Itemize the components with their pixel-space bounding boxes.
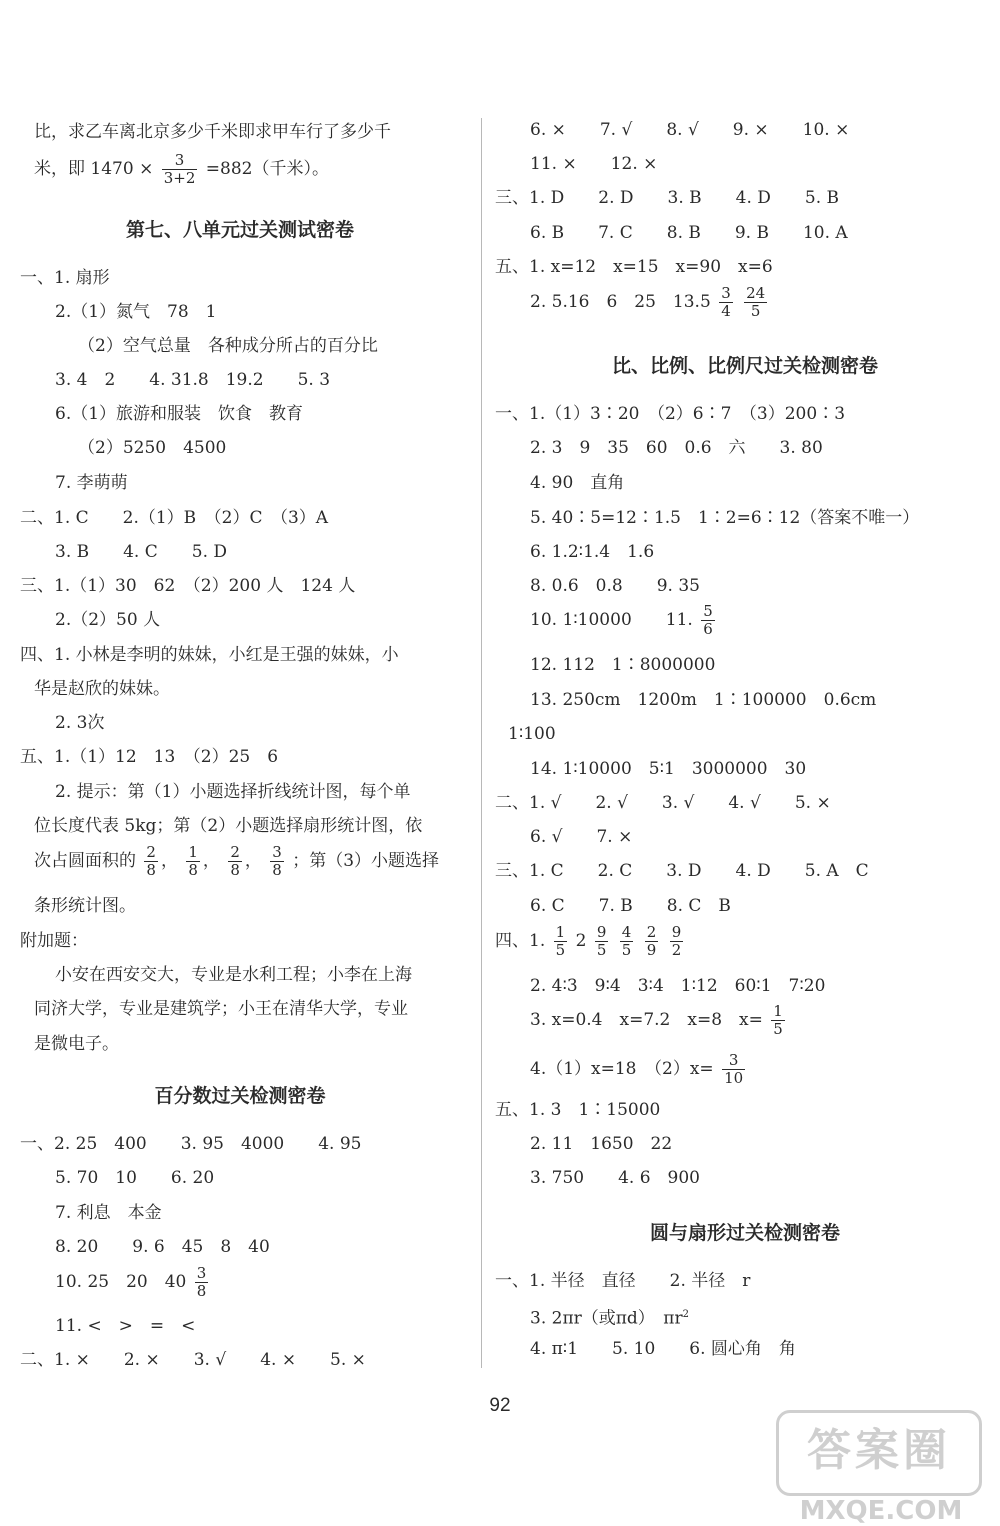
fraction: $\frac{1}{8}$: [188, 843, 198, 879]
text-line: 10. 25 20 40 $\frac{3}{8}$: [55, 1264, 207, 1300]
text-line: 4. π∶1 5. 10 6. 圆心角 角: [530, 1339, 796, 1359]
column-divider: [481, 118, 482, 1368]
fraction: $\frac{4}{5}$: [621, 923, 632, 959]
watermark-url: MXQE.COM: [799, 1496, 963, 1526]
text-line: 12. 112 1∶8000000: [530, 655, 716, 675]
text-line: 1∶100: [508, 724, 556, 744]
text-line: 10. 1∶10000 11. $\frac{5}{6}$: [530, 602, 713, 638]
text-line: 一、1. 半径 直径 2. 半径 r: [495, 1271, 751, 1291]
text-line: 2. 提示：第（1）小题选择折线统计图，每个单: [55, 782, 411, 802]
text-line: 一、1. 扇形: [20, 268, 110, 288]
watermark-mark: 答案圈: [776, 1410, 982, 1496]
text-line: 是微电子。: [34, 1034, 119, 1054]
text-line: 14. 1∶10000 5∶1 3000000 30: [530, 759, 807, 779]
text-line: 比，求乙车离北京多少千米即求甲车行了多少千: [34, 122, 391, 142]
text-line: 6. C 7. B 8. C B: [530, 896, 731, 916]
text-line: 次占圆面积的 $\frac{2}{8}$ ， $\frac{1}{8}$ ， $\frac{2}{8}$ ， $\frac{3}{8}$ ；第（3）小题选择: [34, 843, 440, 879]
text-line: 二、1. √ 2. √ 3. √ 4. √ 5. ×: [495, 793, 831, 813]
text-line: 2. 4∶3 9∶4 3∶4 1∶12 60∶1 7∶20: [530, 976, 826, 996]
text-line: 3. B 4. C 5. D: [55, 542, 228, 562]
fraction: $\frac{3}{8}$: [272, 843, 282, 879]
text-line: （2）5250 4500: [78, 438, 227, 458]
text-line: 6. B 7. C 8. B 9. B 10. A: [530, 223, 848, 243]
text-line: 位长度代表 5kg；第（2）小题选择扇形统计图，依: [34, 816, 423, 836]
text-line: 2.（2）50 人: [55, 610, 161, 630]
text-line: 四、1. $\frac{1}{5}$ 2 $\frac{9}{5}$ $\frac{4}{5}$ $\frac{2}{9}$ $\frac{9}{2}$: [495, 923, 682, 959]
text-line: 6. √ 7. ×: [530, 827, 633, 847]
text-line: 3. x=0.4 x=7.2 x=8 x= $\frac{1}{5}$: [530, 1002, 783, 1038]
page-number: 92: [489, 1395, 511, 1416]
watermark-logo: [776, 1410, 986, 1526]
text-line: 13. 250cm 1200m 1∶100000 0.6cm: [530, 690, 877, 710]
fraction: $\frac{2}{9}$: [646, 923, 657, 959]
text-line: 2. 11 1650 22: [530, 1134, 673, 1154]
fraction: $\frac{24}{5}$: [746, 284, 766, 320]
fraction: $\frac{5}{6}$: [703, 602, 713, 638]
section-title: 百分数过关检测密卷: [154, 1085, 326, 1107]
text-line: 5. 40∶5=12∶1.5 1∶2=6∶12（答案不唯一）: [530, 508, 920, 528]
fraction: $\frac{1}{5}$: [773, 1002, 783, 1038]
text-line: 3. 750 4. 6 900: [530, 1168, 700, 1188]
fraction: $\frac{3}{10}$: [724, 1051, 744, 1087]
text-line: 五、1. 3 1∶15000: [495, 1100, 661, 1120]
text-line: 五、1. x=12 x=15 x=90 x=6: [495, 257, 773, 277]
fraction: $\frac{3}{4}$: [721, 284, 731, 320]
text-line: 三、1.（1）30 62 （2）200 人 124 人: [20, 576, 356, 596]
text-line: 二、1. × 2. × 3. √ 4. × 5. ×: [20, 1350, 366, 1370]
text-line: 3. 2πr（或πd） $\pi r^2$: [530, 1308, 689, 1329]
text-line: 7. 利息 本金: [55, 1203, 162, 1223]
fraction: $\frac{2}{8}$: [230, 843, 240, 879]
text-line: 一、2. 25 400 3. 95 4000 4. 95: [20, 1134, 362, 1154]
text-line: 一、1.（1）3∶20 （2）6∶7 （3）200∶3: [495, 404, 846, 424]
text-line: 5. 70 10 6. 20: [55, 1168, 215, 1188]
text-line: 6.（1）旅游和服装 饮食 教育: [55, 404, 304, 424]
text-line: 2.（1）氮气 78 1: [55, 302, 217, 322]
text-line: 8. 0.6 0.8 9. 35: [530, 576, 700, 596]
text-line: 4.（1）x=18 （2）x= $\frac{3}{10}$: [530, 1051, 744, 1087]
text-line: 二、1. C 2.（1）B （2）C （3）A: [20, 508, 329, 528]
fraction: $\frac{3}{8}$: [196, 1264, 207, 1300]
text-line: 2. 3 9 35 60 0.6 六 3. 80: [530, 438, 823, 458]
section-title: 第七、八单元过关测试密卷: [125, 219, 354, 241]
fraction: $\frac{3}{3+2}$: [163, 151, 196, 187]
text-line: 五、1.（1）12 13 （2）25 6: [20, 747, 279, 767]
text-line: （2）空气总量 各种成分所占的百分比: [78, 336, 378, 356]
text-line: 11. < > = <: [55, 1316, 196, 1336]
fraction: $\frac{2}{8}$: [146, 843, 156, 879]
text-line: 2. 5.16 6 25 13.5 $\frac{3}{4}$ $\frac{24}{5}$: [530, 284, 766, 320]
text-line: 三、1. C 2. C 3. D 4. D 5. A C: [495, 861, 869, 881]
fraction: $\frac{9}{5}$: [596, 923, 607, 959]
text-line: 4. 90 直角: [530, 473, 625, 493]
text-line: 小安在西安交大，专业是水利工程；小李在上海: [55, 965, 412, 985]
text-line: 华是赵欣的妹妹。: [34, 679, 170, 699]
section-title: 圆与扇形过关检测密卷: [649, 1222, 840, 1244]
section-title: 比、比例、比例尺过关检测密卷: [611, 355, 878, 377]
text-line: 附加题：: [20, 931, 88, 951]
text-line: 11. × 12. ×: [530, 154, 658, 174]
text-line: 6. × 7. √ 8. √ 9. × 10. ×: [530, 120, 850, 140]
text-line: 7. 李萌萌: [55, 473, 128, 493]
text-line: 四、1. 小林是李明的妹妹，小红是王强的妹妹，小: [20, 645, 399, 665]
text-line: 米，即 1470 × $\frac{3}{3+2}$ =882（千米）。: [34, 151, 329, 187]
fraction: $\frac{9}{2}$: [671, 923, 682, 959]
text-line: 同济大学，专业是建筑学；小王在清华大学，专业: [34, 999, 408, 1019]
text-line: 2. 3次: [55, 713, 105, 733]
text-line: 3. 4 2 4. 31.8 19.2 5. 3: [55, 370, 331, 390]
text-line: 8. 20 9. 6 45 8 40: [55, 1237, 270, 1257]
text-line: 6. 1.2∶1.4 1.6: [530, 542, 655, 562]
text-line: 三、1. D 2. D 3. B 4. D 5. B: [495, 188, 839, 208]
text-line: 条形统计图。: [34, 896, 136, 916]
fraction: $\frac{1}{5}$: [555, 923, 566, 959]
